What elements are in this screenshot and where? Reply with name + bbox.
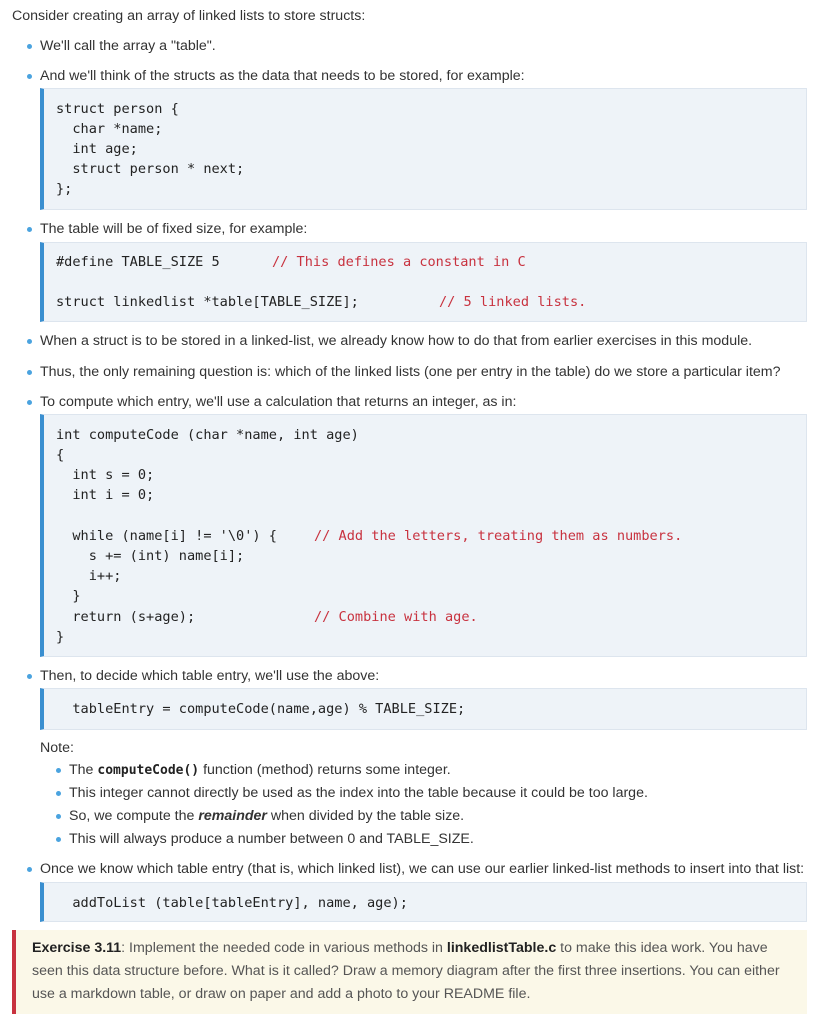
note-text: when divided by the table size. <box>266 808 465 824</box>
code-line: #define TABLE_SIZE 5 <box>56 254 220 270</box>
bullet-compute-entry: To compute which entry, we'll use a calculation that returns an integer, as in: <box>40 394 517 410</box>
code-line: return (s+age); <box>56 609 196 625</box>
code-line: struct person * next; <box>56 161 245 177</box>
note-text: So, we compute the <box>69 808 199 824</box>
exercise-line: use a markdown table, or draw on paper and add a photo to your README file. <box>32 986 531 1002</box>
note-item <box>69 760 451 781</box>
bullet-table-name: We'll call the array a "table". <box>40 38 216 54</box>
exercise-label: Exercise 3.11 <box>32 940 122 956</box>
inline-code: computeCode() <box>97 763 200 778</box>
bullet-fixed-size: The table will be of fixed size, for example: <box>40 221 308 237</box>
exercise-line: seen this data structure before. What is it called? Draw a memory diagram after the first three insertions. You can either <box>32 963 780 979</box>
code-block-add-to-list <box>40 882 807 922</box>
bullet-linked-list-storage: When a struct is to be stored in a linked-list, we already know how to do that from earlier exercises in this module. <box>40 333 753 349</box>
code-line: int i = 0; <box>56 487 155 503</box>
code-line: { <box>56 447 65 463</box>
code-line: } <box>56 588 81 604</box>
code-line: } <box>56 629 65 645</box>
code-comment: // Add the letters, treating them as numbers. <box>314 528 683 544</box>
code-comment: // Combine with age. <box>314 609 478 625</box>
code-block-table-entry <box>40 688 807 730</box>
exercise-line <box>32 938 768 958</box>
code-line: int computeCode (char *name, int age) <box>56 427 359 443</box>
bullet-decide-entry: Then, to decide which table entry, we'll use the above: <box>40 668 380 684</box>
code-line: }; <box>56 181 73 197</box>
note-text: function (method) returns some integer. <box>199 762 451 778</box>
code-line: while (name[i] != '\0') { <box>56 528 277 544</box>
note-label: Note: <box>40 740 74 756</box>
exercise-text: : Implement the needed code in various methods in <box>121 940 447 956</box>
code-line: int s = 0; <box>56 467 155 483</box>
emphasis-text: remainder <box>198 808 267 824</box>
intro-text: Consider creating an array of linked lists to store structs: <box>12 8 366 24</box>
code-comment: // This defines a constant in C <box>272 254 526 270</box>
code-block-struct <box>40 88 807 210</box>
code-block-compute <box>40 414 807 657</box>
code-line: struct linkedlist *table[TABLE_SIZE]; <box>56 294 359 310</box>
exercise-text: to make this idea work. You have <box>556 940 768 956</box>
bullet-remaining-question: Thus, the only remaining question is: which of the linked lists (one per entry in the table) do we store a particular item? <box>40 364 781 380</box>
code-block-define <box>40 242 807 322</box>
note-item: This will always produce a number between 0 and TABLE_SIZE. <box>69 831 474 847</box>
note-item: This integer cannot directly be used as the index into the table because it could be too large. <box>69 785 648 801</box>
bullet-structs-data: And we'll think of the structs as the data that needs to be stored, for example: <box>40 68 525 84</box>
code-line: char *name; <box>56 121 163 137</box>
bullet-insert-list: Once we know which table entry (that is, which linked list), we can use our earlier linked-list methods to insert into that list: <box>40 861 805 877</box>
code-comment: // 5 linked lists. <box>439 294 587 310</box>
code-line: int age; <box>56 141 138 157</box>
note-item <box>69 806 464 826</box>
note-text: The <box>69 762 98 778</box>
exercise-callout <box>12 930 807 1014</box>
code-line: i++; <box>56 568 122 584</box>
code-line: s += (int) name[i]; <box>56 548 245 564</box>
code-line: struct person { <box>56 101 179 117</box>
code-line: tableEntry = computeCode(name,age) % TABLE_SIZE; <box>56 701 466 717</box>
code-line: addToList (table[tableEntry], name, age); <box>56 895 408 911</box>
exercise-filename: linkedlistTable.c <box>446 940 557 956</box>
